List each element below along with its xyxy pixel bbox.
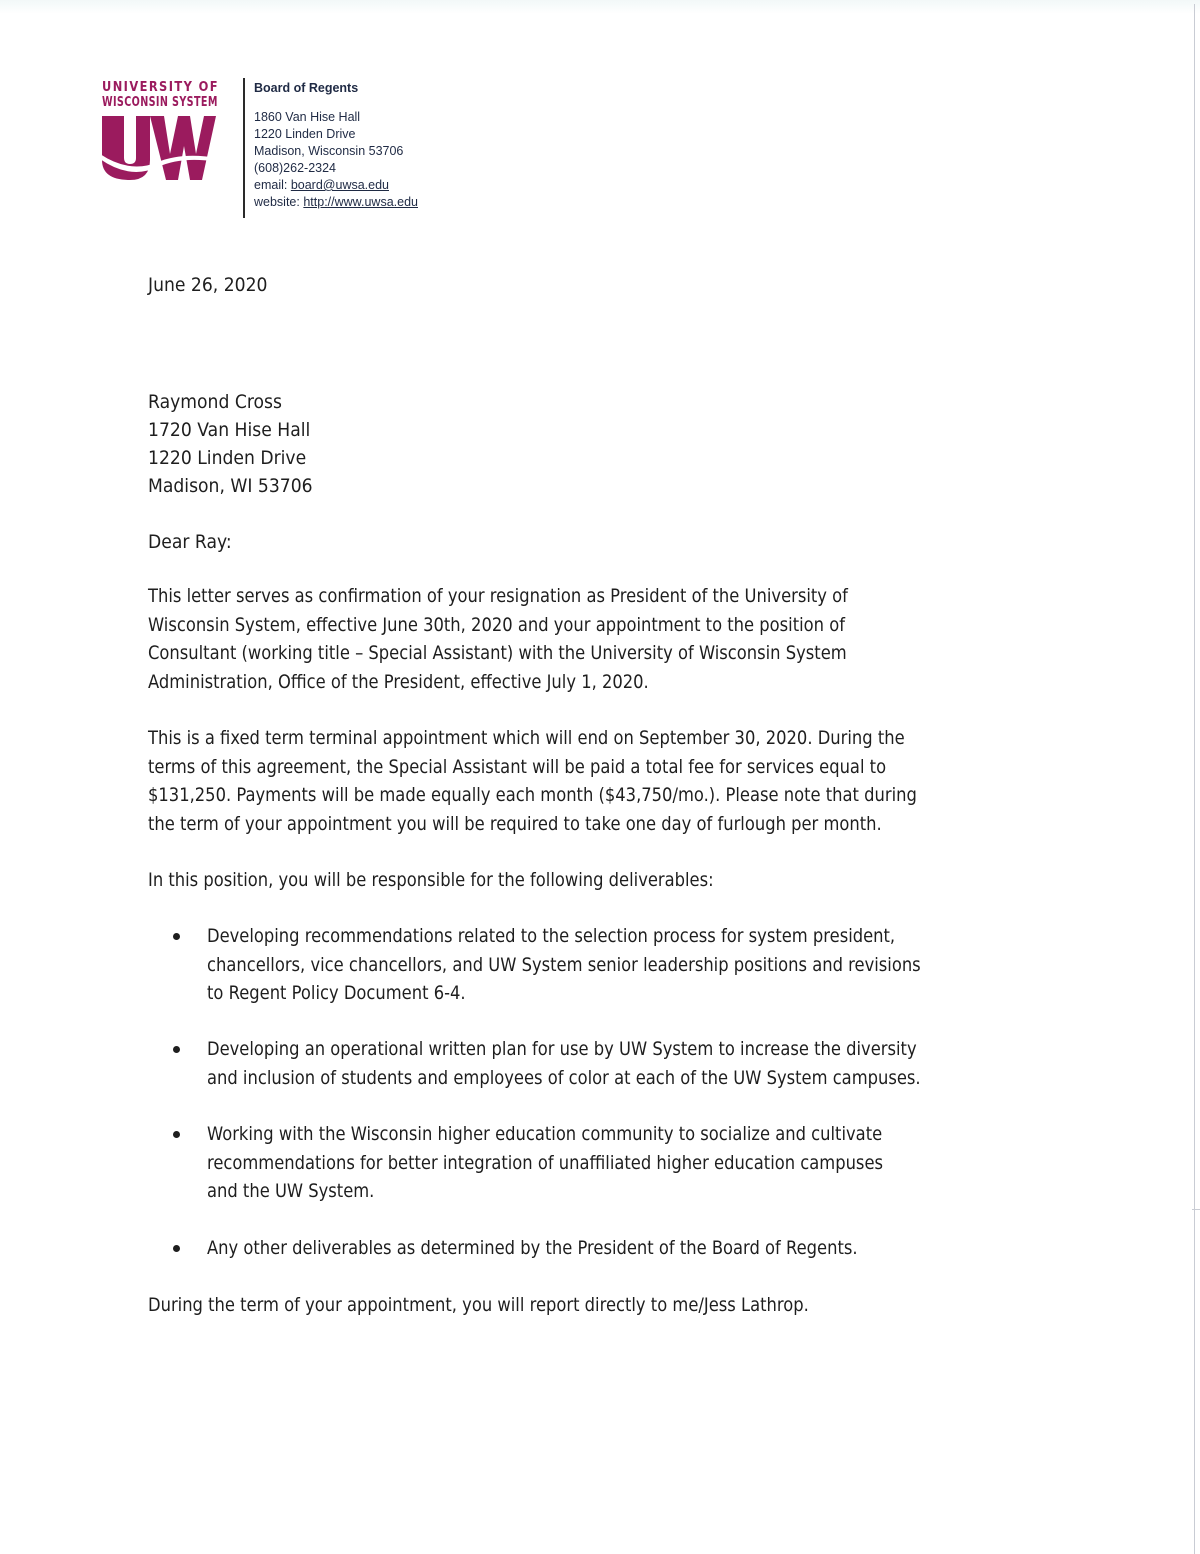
paragraph-line: In this position, you will be responsible for the following deliverables: <box>148 869 714 891</box>
website-link[interactable]: http://www.uwsa.edu <box>303 195 418 209</box>
bullet-icon <box>173 1046 180 1053</box>
deliverable-line: and the UW System. <box>207 1180 375 1202</box>
recipient-address-line: Madison, WI 53706 <box>148 475 313 497</box>
deliverable-text <box>207 1035 921 1092</box>
letterhead-separator <box>243 78 245 218</box>
organization-name: Board of Regents <box>254 81 359 95</box>
letterhead-website-row <box>254 194 418 211</box>
paragraph-reporting: During the term of your appointment, you will report directly to me/Jess Lathrop. <box>148 1294 809 1316</box>
logo-text-line1: UNIVERSITY OF <box>102 80 220 95</box>
deliverable-line: to Regent Policy Document 6-4. <box>207 982 466 1004</box>
paragraph-line: $131,250. Payments will be made equally each month ($43,750/mo.). Please note that during <box>148 784 917 807</box>
deliverable-text <box>207 1234 858 1263</box>
recipient-name: Raymond Cross <box>148 391 282 413</box>
email-label: email: <box>254 178 291 192</box>
letterhead-contact <box>254 80 418 211</box>
deliverable-text <box>207 922 921 1008</box>
deliverable-line: Any other deliverables as determined by the President of the Board of Regents. <box>207 1237 858 1259</box>
deliverable-text <box>207 1120 883 1206</box>
salutation: Dear Ray: <box>148 531 232 553</box>
scan-page-edge <box>1194 4 1195 1554</box>
letter-date: June 26, 2020 <box>148 274 268 296</box>
deliverable-line: recommendations for better integration of unaffiliated higher education campuses <box>207 1151 884 1174</box>
paragraph-line: the term of your appointment you will be required to take one day of furlough per month. <box>148 813 882 836</box>
bullet-icon <box>173 1245 180 1252</box>
letterhead-address-line: Madison, Wisconsin 53706 <box>254 144 404 158</box>
paragraph-line: This is a fixed term terminal appointment which will end on September 30, 2020. During the <box>148 727 905 749</box>
recipient-address-line: 1720 Van Hise Hall <box>148 419 311 441</box>
bullet-icon <box>173 933 180 940</box>
paragraph-terms <box>148 724 917 839</box>
uw-logo-mark-icon <box>100 114 218 182</box>
paragraph-line: Wisconsin System, effective June 30th, 2020 and your appointment to the position of <box>148 613 845 636</box>
uw-system-logo <box>100 80 222 184</box>
email-link[interactable]: board@uwsa.edu <box>290 178 389 192</box>
scan-edge-mark <box>1192 1209 1200 1210</box>
deliverable-line: Developing recommendations related to the selection process for system president, <box>207 925 896 947</box>
paragraph-line: Administration, Office of the President, effective July 1, 2020. <box>148 671 649 694</box>
paragraph-line: Consultant (working title – Special Assistant) with the University of Wisconsin System <box>148 642 847 665</box>
bullet-icon <box>173 1131 180 1138</box>
paragraph-resignation <box>148 582 848 697</box>
letterhead-address-line: 1220 Linden Drive <box>254 127 356 141</box>
letterhead-email-row <box>254 177 418 194</box>
paragraph-line: terms of this agreement, the Special Assistant will be paid a total fee for services equal to <box>148 755 887 778</box>
paragraph-line: This letter serves as confirmation of your resignation as President of the University of <box>148 585 848 607</box>
paragraph-deliverables-intro <box>148 866 714 895</box>
scan-top-tint <box>0 0 1200 14</box>
website-label: website: <box>254 195 304 209</box>
deliverable-line: chancellors, vice chancellors, and UW System senior leadership positions and revisions <box>207 953 921 976</box>
recipient-address-line: 1220 Linden Drive <box>148 447 307 469</box>
deliverable-line: Developing an operational written plan for use by UW System to increase the diversity <box>207 1038 917 1060</box>
deliverable-line: and inclusion of students and employees of color at each of the UW System campuses. <box>207 1066 921 1089</box>
letterhead-phone: (608)262-2324 <box>254 161 337 175</box>
letterhead-address-line: 1860 Van Hise Hall <box>254 110 361 124</box>
recipient-address <box>148 388 313 500</box>
deliverable-line: Working with the Wisconsin higher education community to socialize and cultivate <box>207 1123 883 1145</box>
logo-text-line2: WISCONSIN SYSTEM <box>102 95 218 110</box>
